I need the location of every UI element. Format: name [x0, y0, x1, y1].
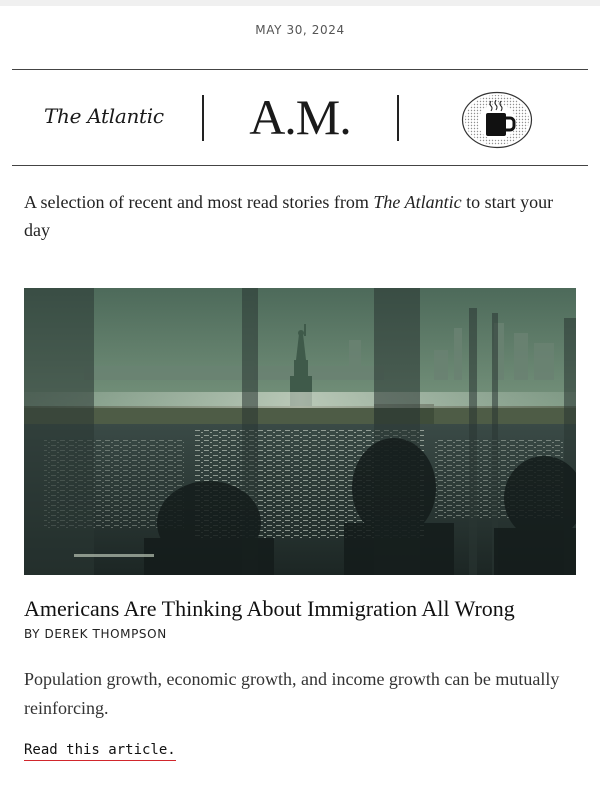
newsletter-date: MAY 30, 2024	[255, 23, 345, 37]
top-spacer-bar	[0, 0, 600, 6]
intro-text-end: to start your day	[24, 192, 554, 240]
coffee-mug-icon	[461, 91, 533, 149]
newsletter-intro	[24, 188, 580, 244]
masthead-bottom-rule	[12, 165, 588, 166]
intro-text: A selection of recent and most read stories from	[24, 192, 374, 212]
article-summary: Population growth, economic growth, and income growth can be mutually reinforcing.	[24, 669, 560, 718]
read-article-link[interactable]: Read this article.	[24, 742, 176, 761]
masthead-top-rule	[12, 69, 588, 70]
article-byline: BY DEREK THOMPSON	[24, 627, 167, 641]
masthead-divider	[202, 95, 204, 141]
atlantic-logo[interactable]: The Atlantic	[44, 104, 164, 128]
article-headline[interactable]: Americans Are Thinking About Immigration All Wrong	[24, 596, 515, 621]
intro-brand: The Atlantic	[373, 192, 462, 212]
article-hero-image[interactable]	[24, 288, 576, 575]
edition-title: A.M.	[249, 89, 351, 145]
masthead-divider	[397, 95, 399, 141]
